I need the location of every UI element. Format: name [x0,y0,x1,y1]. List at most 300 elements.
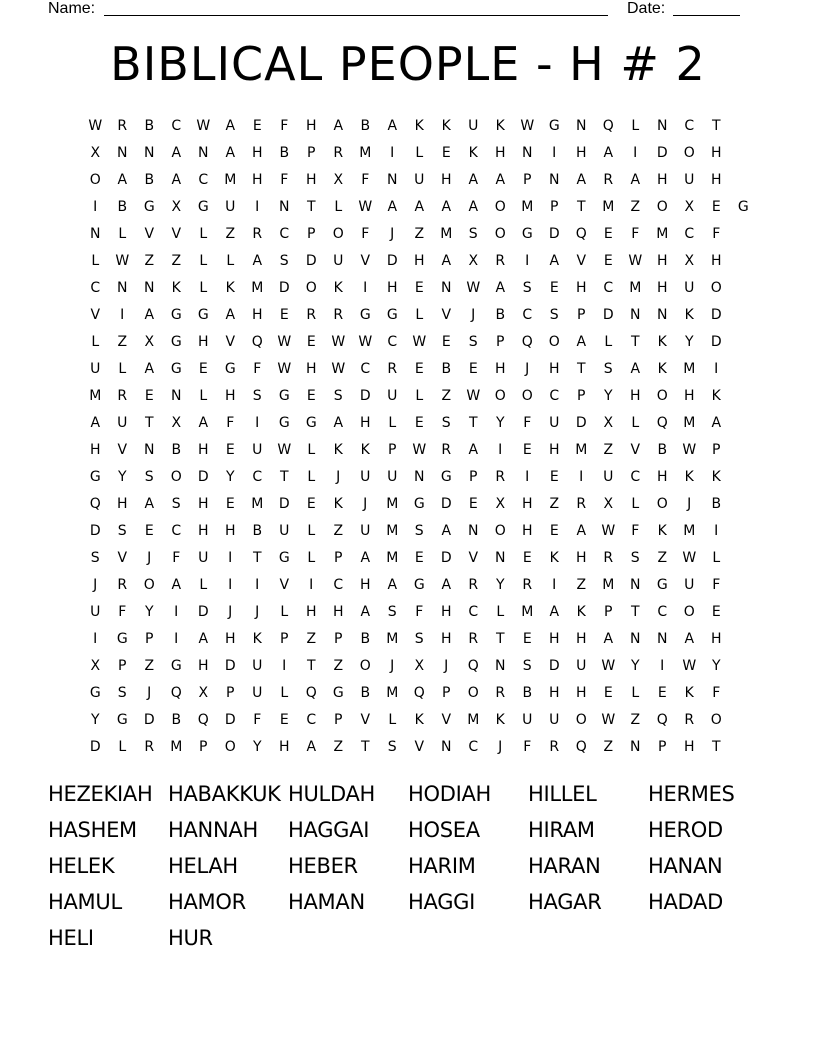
grid-letter: A [144,496,155,512]
grid-letter: F [118,604,127,620]
grid-letter: B [144,118,155,134]
grid-letter: K [495,118,506,134]
grid-letter: Y [252,739,263,755]
grid-letter: J [336,469,341,485]
grid-letter: K [414,118,425,134]
grid-letter: I [174,604,179,620]
grid-letter: A [549,604,560,620]
grid-letter: S [252,388,263,404]
grid-letter: E [414,280,425,296]
grid-letter: U [684,280,695,296]
grid-letter: G [170,307,183,323]
grid-letter: T [495,631,506,647]
grid-letter: I [93,199,98,215]
grid-letter: O [332,226,345,242]
grid-letter: N [198,145,209,161]
grid-letter: U [360,523,371,539]
grid-row [82,680,757,707]
grid-letter: W [277,361,292,377]
grid-letter: H [305,118,318,134]
grid-letter: Y [603,388,614,404]
grid-row [82,248,757,275]
grid-letter: Q [89,496,102,512]
grid-row [82,167,757,194]
grid-letter: X [90,145,101,161]
grid-letter: V [171,226,182,242]
grid-letter: Y [630,658,641,674]
grid-letter: O [710,280,723,296]
grid-letter: G [278,415,291,431]
grid-letter: D [386,253,399,269]
grid-letter: O [143,577,156,593]
grid-letter: A [225,307,236,323]
grid-letter: M [224,172,237,188]
grid-letter: D [224,658,237,674]
grid-letter: M [89,388,102,404]
grid-letter: G [521,226,534,242]
grid-letter: D [89,739,102,755]
grid-letter: G [143,199,156,215]
page-title: BIBLICAL PEOPLE - H # 2 [110,37,706,91]
grid-letter: J [363,496,368,512]
grid-letter: J [390,226,395,242]
grid-letter: A [360,604,371,620]
word-list-item: HASHEM [48,818,137,842]
grid-letter: R [117,388,128,404]
grid-letter: U [549,712,560,728]
grid-letter: T [630,334,641,350]
grid-letter: X [684,199,695,215]
grid-letter: U [522,712,533,728]
grid-letter: O [521,388,534,404]
grid-letter: I [525,253,530,269]
grid-letter: N [549,172,560,188]
grid-letter: E [225,496,236,512]
grid-letter: E [603,226,614,242]
grid-letter: E [279,712,290,728]
word-list-item: HEROD [648,818,723,842]
name-blank-line[interactable] [104,15,608,16]
grid-letter: K [360,442,371,458]
grid-letter: H [656,469,669,485]
grid-letter: A [171,145,182,161]
grid-row [82,221,757,248]
grid-letter: L [199,280,208,296]
grid-letter: H [197,523,210,539]
grid-letter: M [521,199,534,215]
grid-row [82,194,757,221]
grid-letter: H [224,631,237,647]
grid-row [82,599,757,626]
grid-letter: I [255,577,260,593]
grid-letter: K [711,469,722,485]
grid-letter: R [441,442,452,458]
grid-letter: Z [333,523,344,539]
grid-letter: H [251,172,264,188]
grid-letter: U [252,685,263,701]
grid-letter: E [711,604,722,620]
grid-letter: I [174,631,179,647]
grid-letter: S [441,415,452,431]
grid-row [82,653,757,680]
grid-row [82,140,757,167]
grid-letter: M [629,280,642,296]
grid-letter: F [280,118,289,134]
grid-letter: H [656,280,669,296]
grid-letter: L [415,145,424,161]
grid-letter: R [117,577,128,593]
grid-letter: I [309,577,314,593]
grid-letter: A [468,199,479,215]
grid-letter: N [117,280,128,296]
grid-letter: D [359,388,372,404]
grid-letter: I [228,577,233,593]
grid-row [82,410,757,437]
grid-letter: H [305,604,318,620]
grid-letter: R [495,685,506,701]
grid-row [82,626,757,653]
grid-letter: I [93,631,98,647]
grid-letter: H [548,361,561,377]
date-blank-line[interactable] [673,15,740,16]
grid-letter: K [657,523,668,539]
word-list-item: HELEK [48,854,115,878]
grid-letter: R [333,307,344,323]
grid-letter: A [441,253,452,269]
grid-letter: F [253,361,262,377]
grid-letter: E [225,442,236,458]
grid-letter: G [197,199,210,215]
grid-letter: A [90,415,101,431]
grid-letter: N [279,199,290,215]
grid-letter: U [117,415,128,431]
grid-letter: W [115,253,130,269]
grid-letter: Q [170,685,183,701]
grid-letter: G [413,496,426,512]
grid-letter: I [390,145,395,161]
grid-letter: R [306,307,317,323]
grid-letter: N [414,469,425,485]
grid-letter: L [118,361,127,377]
grid-letter: N [657,118,668,134]
word-list [48,776,788,956]
grid-letter: K [414,712,425,728]
grid-letter: H [710,253,723,269]
grid-letter: B [171,712,182,728]
grid-letter: D [305,253,318,269]
grid-letter: W [331,334,346,350]
grid-letter: I [579,469,584,485]
grid-letter: M [575,442,588,458]
grid-letter: N [144,280,155,296]
grid-letter: N [522,145,533,161]
grid-letter: K [171,280,182,296]
grid-letter: V [468,550,479,566]
grid-letter: D [656,145,669,161]
grid-letter: O [494,199,507,215]
grid-letter: M [386,631,399,647]
grid-letter: Y [117,469,128,485]
grid-letter: S [603,361,614,377]
grid-letter: W [601,523,616,539]
grid-letter: W [466,388,481,404]
grid-letter: V [414,739,425,755]
grid-letter: C [684,118,695,134]
grid-letter: I [363,280,368,296]
word-list-item: HOSEA [408,818,480,842]
grid-letter: O [359,658,372,674]
grid-letter: A [306,739,317,755]
grid-letter: W [520,118,535,134]
grid-letter: H [656,253,669,269]
grid-letter: J [525,361,530,377]
grid-letter: U [576,658,587,674]
grid-letter: J [228,604,233,620]
grid-letter: D [197,469,210,485]
word-list-item: HADAD [648,890,723,914]
grid-letter: H [116,496,129,512]
grid-letter: F [253,712,262,728]
grid-letter: S [387,604,398,620]
grid-letter: L [118,226,127,242]
word-search-grid [82,113,757,761]
grid-letter: A [630,172,641,188]
date-label: Date: [627,0,666,17]
grid-row [82,113,757,140]
grid-letter: Y [711,658,722,674]
header [0,0,816,20]
grid-letter: H [710,145,723,161]
word-list-item: HILLEL [528,782,597,806]
grid-letter: W [466,280,481,296]
grid-letter: R [495,253,506,269]
grid-letter: R [144,739,155,755]
grid-letter: A [360,550,371,566]
grid-letter: H [440,631,453,647]
grid-letter: P [307,226,316,242]
grid-letter: L [631,496,640,512]
grid-letter: E [549,469,560,485]
grid-letter: V [441,307,452,323]
grid-letter: Z [333,739,344,755]
grid-row [82,383,757,410]
grid-row [82,275,757,302]
grid-letter: W [277,334,292,350]
word-list-item: HUR [168,926,213,950]
grid-letter: C [657,604,668,620]
grid-letter: W [277,442,292,458]
grid-row [82,491,757,518]
grid-letter: N [468,523,479,539]
grid-letter: G [656,577,669,593]
grid-letter: P [334,550,343,566]
grid-letter: M [683,361,696,377]
grid-letter: C [630,469,641,485]
grid-letter: Z [603,442,614,458]
grid-letter: J [687,496,692,512]
grid-letter: D [575,415,588,431]
grid-letter: S [522,658,533,674]
grid-letter: J [498,739,503,755]
grid-letter: N [441,280,452,296]
grid-letter: Z [333,658,344,674]
word-list-item: HELAH [168,854,238,878]
grid-letter: P [442,685,451,701]
grid-letter: X [144,334,155,350]
grid-letter: H [575,280,588,296]
grid-letter: H [629,388,642,404]
word-list-item: HAGGAI [288,818,370,842]
grid-letter: U [387,469,398,485]
grid-row [82,356,757,383]
grid-letter: F [712,685,721,701]
word-list-item: HEBER [288,854,358,878]
grid-letter: B [711,496,722,512]
grid-letter: U [333,253,344,269]
grid-letter: E [144,523,155,539]
grid-letter: U [198,550,209,566]
grid-letter: E [468,361,479,377]
grid-letter: L [199,388,208,404]
grid-letter: Z [657,550,668,566]
grid-letter: S [468,226,479,242]
grid-letter: H [656,172,669,188]
grid-letter: B [441,361,452,377]
grid-letter: L [388,712,397,728]
grid-letter: G [548,118,561,134]
grid-letter: L [631,118,640,134]
grid-letter: C [603,280,614,296]
grid-letter: Z [117,334,128,350]
grid-letter: C [279,226,290,242]
grid-letter: A [171,172,182,188]
grid-letter: T [279,469,290,485]
grid-letter: G [89,685,102,701]
grid-letter: N [117,145,128,161]
grid-letter: D [278,496,291,512]
grid-letter: K [549,550,560,566]
grid-letter: J [147,685,152,701]
word-list-item: HELI [48,926,94,950]
grid-letter: Z [630,199,641,215]
grid-letter: G [359,307,372,323]
grid-letter: U [90,604,101,620]
grid-letter: H [386,280,399,296]
grid-letter: J [471,307,476,323]
grid-letter: G [170,658,183,674]
grid-letter: K [657,361,668,377]
grid-letter: A [441,199,452,215]
grid-letter: F [523,739,532,755]
grid-row [82,545,757,572]
grid-letter: U [468,118,479,134]
grid-letter: P [496,334,505,350]
grid-letter: A [144,307,155,323]
grid-letter: O [575,712,588,728]
grid-letter: L [307,550,316,566]
grid-letter: B [360,118,371,134]
grid-letter: N [630,631,641,647]
grid-letter: U [684,172,695,188]
grid-letter: D [548,658,561,674]
grid-letter: Q [251,334,264,350]
word-list-item: HAGAR [528,890,602,914]
grid-letter: N [495,658,506,674]
grid-letter: A [630,361,641,377]
grid-letter: V [360,253,371,269]
grid-letter: C [684,226,695,242]
grid-letter: W [682,442,697,458]
grid-letter: M [386,685,399,701]
grid-letter: A [333,118,344,134]
grid-letter: L [496,604,505,620]
word-list-item: HEZEKIAH [48,782,153,806]
grid-letter: Y [495,415,506,431]
grid-letter: W [682,550,697,566]
grid-letter: F [712,226,721,242]
grid-letter: A [333,415,344,431]
grid-letter: Y [90,712,101,728]
grid-letter: U [252,658,263,674]
grid-letter: M [386,550,399,566]
grid-letter: E [522,550,533,566]
grid-letter: A [144,361,155,377]
grid-letter: C [198,172,209,188]
grid-letter: Y [144,604,155,620]
grid-letter: T [252,550,263,566]
grid-letter: T [711,118,722,134]
grid-letter: S [171,496,182,512]
grid-letter: P [712,442,721,458]
grid-letter: V [117,442,128,458]
grid-letter: H [710,631,723,647]
grid-letter: D [143,712,156,728]
grid-letter: R [495,469,506,485]
grid-letter: A [225,118,236,134]
grid-letter: H [332,604,345,620]
grid-letter: X [198,685,209,701]
grid-letter: Q [467,658,480,674]
grid-letter: K [684,685,695,701]
grid-letter: Q [602,118,615,134]
grid-letter: M [440,226,453,242]
grid-letter: A [414,199,425,215]
grid-letter: L [91,253,100,269]
word-list-item: HODIAH [408,782,492,806]
grid-letter: K [684,307,695,323]
grid-letter: P [604,604,613,620]
grid-letter: H [575,631,588,647]
grid-letter: T [576,199,587,215]
grid-letter: S [333,388,344,404]
word-list-item: HULDAH [288,782,376,806]
grid-letter: E [252,118,263,134]
grid-letter: P [118,658,127,674]
word-list-item: HIRAM [528,818,595,842]
grid-letter: N [657,307,668,323]
grid-letter: S [414,523,425,539]
grid-letter: T [630,604,641,620]
grid-letter: I [714,361,719,377]
grid-letter: N [441,739,452,755]
word-list-item: HANNAH [168,818,258,842]
grid-letter: A [252,253,263,269]
grid-letter: W [601,658,616,674]
grid-letter: F [226,415,235,431]
grid-letter: T [144,415,155,431]
grid-letter: H [305,172,318,188]
grid-letter: T [360,739,371,755]
